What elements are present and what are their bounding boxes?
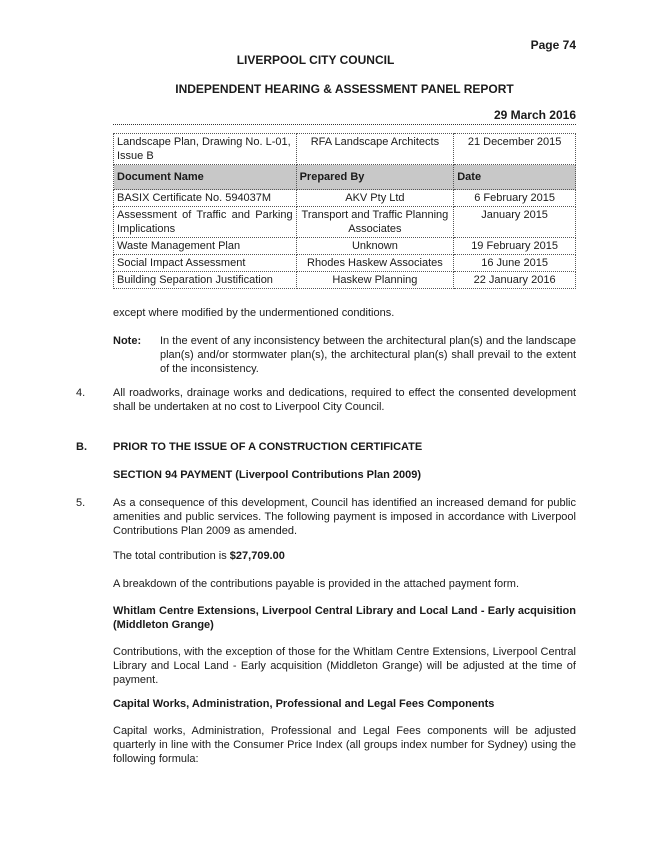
- table-cell-prepared-by: Transport and Traffic Planning Associates: [296, 207, 454, 238]
- table-row: [114, 272, 576, 289]
- table-cell-document: BASIX Certificate No. 594037M: [114, 190, 297, 207]
- whitlam-heading: Whitlam Centre Extensions, Liverpool Central Library and Local Land - Early acquisition (Middleton Grange): [113, 605, 576, 631]
- header-document-name: Document Name: [114, 165, 297, 190]
- table-cell-date: 19 February 2015: [454, 238, 576, 255]
- table-header-row: [114, 165, 576, 190]
- item-5-number: 5.: [76, 497, 86, 509]
- note-text: In the event of any inconsistency between the architectural plan(s) and the landscape plan(s) and/or stormwater plan(s), the architectural plan(s) shall prevail to the extent of the inconsistency.: [160, 335, 576, 375]
- table-row: [114, 134, 576, 165]
- contributions-text: Contributions, with the exception of those for the Whitlam Centre Extensions, Liverpool Central Library and Local Land - Early acquisition (Middleton Grange) will be adjusted at the time of payment.: [113, 646, 576, 686]
- report-date: 29 March 2016: [493, 108, 576, 122]
- total-prefix: The total contribution is: [113, 550, 230, 562]
- header-rule: [113, 124, 576, 125]
- breakdown-text: A breakdown of the contributions payable is provided in the attached payment form.: [113, 578, 520, 590]
- table-row: [114, 238, 576, 255]
- report-title: INDEPENDENT HEARING & ASSESSMENT PANEL REPORT: [175, 82, 514, 96]
- table-cell-prepared-by: Rhodes Haskew Associates: [296, 255, 454, 272]
- table-cell-document: Social Impact Assessment: [114, 255, 297, 272]
- table-cell-document: Assessment of Traffic and Parking Implications: [114, 207, 297, 238]
- header-date: Date: [454, 165, 576, 190]
- table-cell-prepared-by: RFA Landscape Architects: [296, 134, 454, 165]
- table-cell-date: 16 June 2015: [454, 255, 576, 272]
- table-cell-prepared-by: Unknown: [296, 238, 454, 255]
- table-row: [114, 255, 576, 272]
- table-cell-document: Waste Management Plan: [114, 238, 297, 255]
- header-prepared-by: Prepared By: [296, 165, 454, 190]
- table-cell-prepared-by: Haskew Planning: [296, 272, 454, 289]
- table-cell-document: Building Separation Justification: [114, 272, 297, 289]
- section-94-heading: SECTION 94 PAYMENT (Liverpool Contributions Plan 2009): [113, 469, 422, 481]
- item-4-number: 4.: [76, 387, 86, 399]
- note-label: Note:: [113, 335, 142, 347]
- item-4-text: All roadworks, drainage works and dedications, required to effect the consented development shall be undertaken at no cost to Liverpool City Council.: [113, 387, 576, 413]
- item-5-text: As a consequence of this development, Council has identified an increased demand for public amenities and public services. The following payment is imposed in accordance with Liverpool Contributions Plan 2009 as amended.: [113, 497, 576, 537]
- council-name: LIVERPOOL CITY COUNCIL: [236, 53, 395, 67]
- table-cell-date: 21 December 2015: [454, 134, 576, 165]
- section-b-title: PRIOR TO THE ISSUE OF A CONSTRUCTION CERTIFICATE: [113, 441, 423, 453]
- table-cell-date: January 2015: [454, 207, 576, 238]
- table-row: [114, 207, 576, 238]
- capital-heading: Capital Works, Administration, Professional and Legal Fees Components: [113, 698, 495, 710]
- capital-text: Capital works, Administration, Professional and Legal Fees components will be adjusted quarterly in line with the Consumer Price Index (all groups index number for Sydney) using the following formula:: [113, 725, 576, 765]
- total-contribution: [113, 549, 285, 563]
- table-cell-date: 6 February 2015: [454, 190, 576, 207]
- table-row: [114, 190, 576, 207]
- table-cell-document: Landscape Plan, Drawing No. L-01, Issue B: [114, 134, 297, 165]
- table-cell-prepared-by: AKV Pty Ltd: [296, 190, 454, 207]
- page-number: Page 74: [530, 38, 576, 52]
- except-text: except where modified by the undermentioned conditions.: [113, 307, 395, 319]
- section-b-letter: B.: [76, 441, 87, 453]
- table-cell-date: 22 January 2016: [454, 272, 576, 289]
- documents-table: [113, 133, 576, 289]
- total-amount: $27,709.00: [229, 550, 285, 562]
